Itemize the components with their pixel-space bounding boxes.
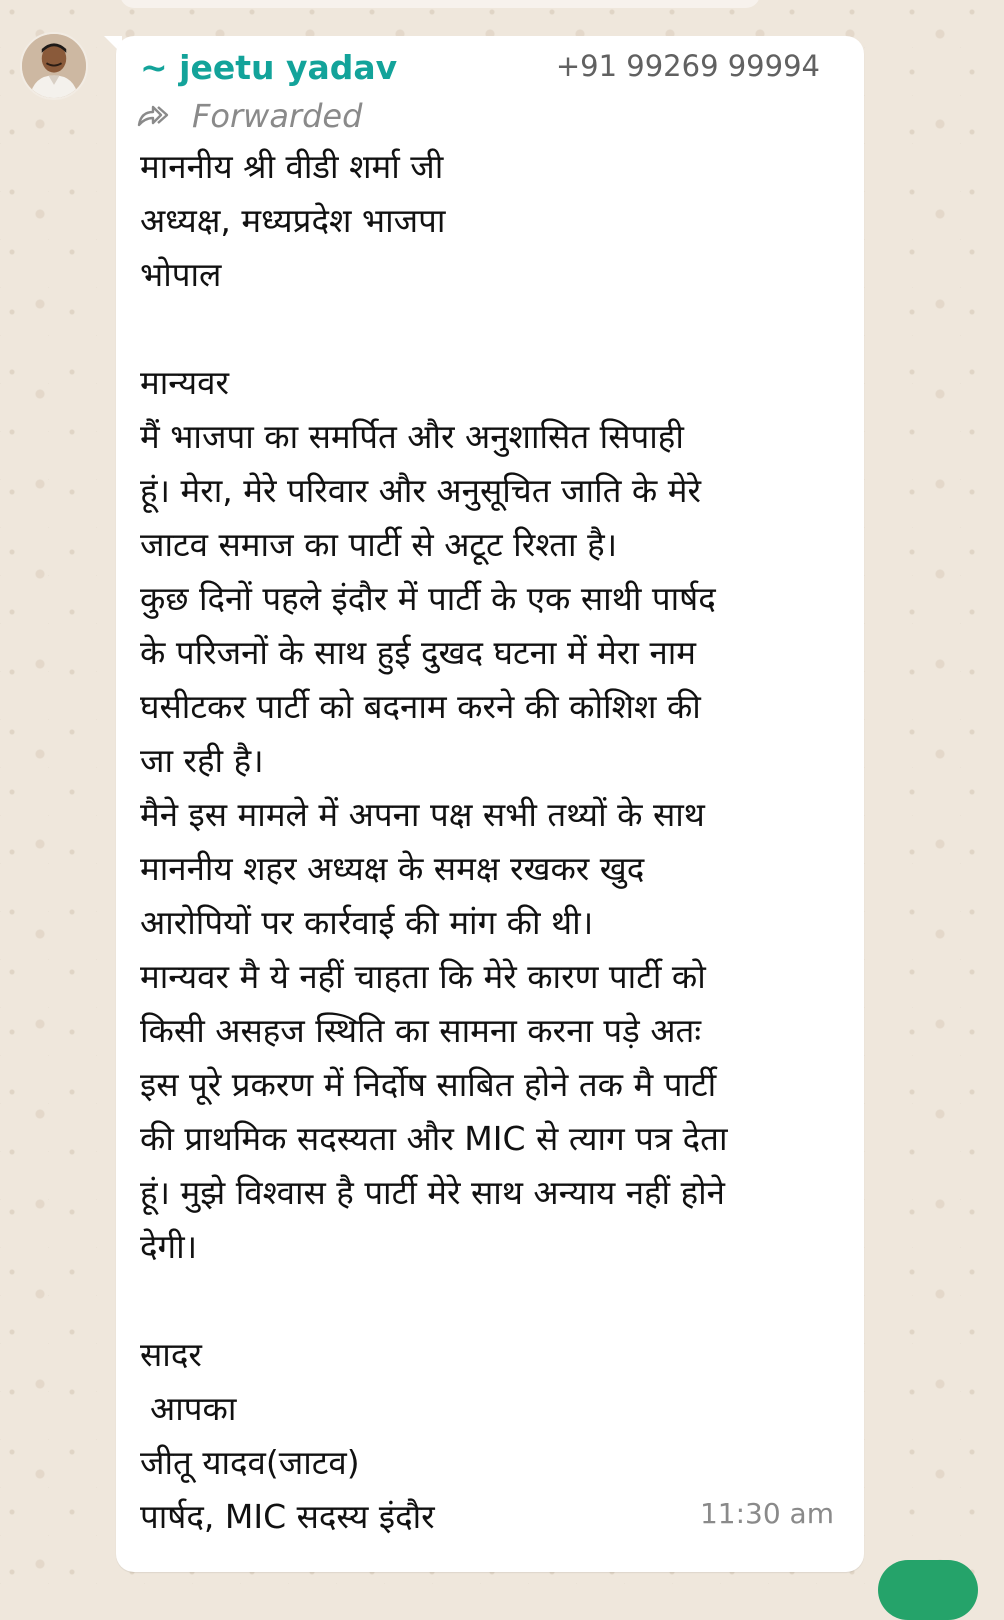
message-blank-line (140, 302, 840, 356)
message-line: किसी असहज स्थिति का सामना करना पड़े अतः (140, 1011, 702, 1050)
message-line: घसीटकर पार्टी को बदनाम करने की कोशिश की (140, 687, 701, 726)
message-line: इस पूरे प्रकरण में निर्दोष साबित होने तक मै पार्टी (140, 1065, 717, 1104)
message-blank-line (140, 1274, 840, 1328)
message-line: कुछ दिनों पहले इंदौर में पार्टी के एक साथी पार्षद (140, 579, 716, 618)
message-line: मान्यवर मै ये नहीं चाहता कि मेरे कारण पार्टी को (140, 957, 706, 996)
message-line: माननीय शहर अध्यक्ष के समक्ष रखकर खुद (140, 849, 645, 888)
message-line: देगी। (140, 1227, 198, 1266)
message-text (140, 140, 840, 1544)
forwarded-double-arrow-icon (136, 103, 172, 129)
message-line: जीतू यादव(जाटव) (140, 1443, 360, 1482)
message-line: पार्षद, MIC सदस्य इंदौर (140, 1497, 435, 1536)
forwarded-indicator (136, 96, 362, 136)
message-timestamp: 11:30 am (699, 1497, 834, 1530)
message-line: अध्यक्ष, मध्यप्रदेश भाजपा (140, 201, 446, 240)
message-line: हूं। मेरा, मेरे परिवार और अनुसूचित जाति के मेरे (140, 471, 701, 510)
message-line: आपका (150, 1389, 237, 1428)
forwarded-label: Forwarded (192, 97, 363, 135)
previous-message-edge (120, 0, 760, 8)
message-line: जाटव समाज का पार्टी से अटूट रिश्ता है। (140, 525, 618, 564)
message-line: सादर (140, 1335, 202, 1374)
message-line: मैने इस मामले में अपना पक्ष सभी तथ्यों के साथ (140, 795, 705, 834)
message-line: मान्यवर (140, 363, 230, 402)
sender-name[interactable]: ~ jeetu yadav (140, 48, 398, 87)
sender-avatar[interactable] (20, 32, 88, 100)
avatar-portrait-icon (22, 34, 86, 98)
scroll-down-button[interactable] (878, 1560, 978, 1620)
sender-phone[interactable]: +91 99269 99994 (555, 49, 820, 83)
message-line: जा रही है। (140, 741, 264, 780)
message-line: के परिजनों के साथ हुई दुखद घटना में मेरा नाम (140, 633, 697, 672)
message-line: मैं भाजपा का समर्पित और अनुशासित सिपाही (140, 417, 684, 456)
message-line: भोपाल (140, 255, 222, 294)
message-line: की प्राथमिक सदस्यता और MIC से त्याग पत्र देता (140, 1119, 728, 1158)
message-line: आरोपियों पर कार्रवाई की मांग की थी। (140, 903, 594, 942)
message-line: हूं। मुझे विश्वास है पार्टी मेरे साथ अन्याय नहीं होने (140, 1173, 725, 1212)
message-line: माननीय श्री वीडी शर्मा जी (140, 147, 444, 186)
